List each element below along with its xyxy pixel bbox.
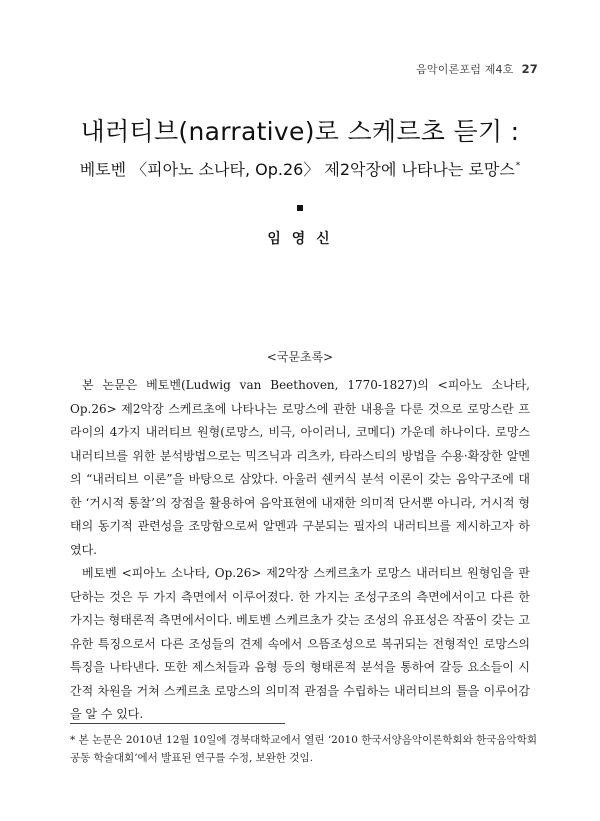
footnote-divider: [70, 723, 285, 724]
journal-name: 음악이론포럼 제4호: [416, 63, 514, 76]
page-number: 27: [521, 62, 538, 76]
paper-subtitle: [0, 157, 600, 180]
abstract-body: [70, 374, 530, 727]
running-header: [416, 61, 538, 77]
footnote-marker: *: [515, 161, 521, 171]
paper-title: 내러티브(narrative)로 스케르초 듣기 :: [80, 117, 520, 146]
footnote: * 본 논문은 2010년 12월 10일에 경북대학교에서 열린 ‘2010 한국서양음악이론학회와 한국음악학회 공동 학술대회’에서 발표된 연구를 수정, 보완한 것임.: [70, 734, 537, 764]
abstract-paragraph: 본 논문은 베토벤(Ludwig van Beethoven, 1770-1827)의 <피아노 소나타, Op.26> 제2악장 스케르초에 나타나는 로망스에 관한 내용을 다룬 것으로 로망스란 프라이의 4가지 내러티브 원형(로망스, 비극, 아이러니, 코메디) 가운데 하나이다. 로망스 내러티브를 위한 분석방법으로는 믹즈닉과 리츠카, 타라스티의 방법을 수용·확장한 알멘의 “내러티브 이론”을 바탕으로 삼았다. 아울러 쉔커식 분석 이론이 갖는 음악구조에 대한 ‘거시적 통찰’의 장점을 활용하여 음악표현에 내재한 의미적 단서뿐 아니라, 거시적 형태의 동기적 관련성을 조망함으로써 알멘과 구분되는 필자의 내러티브를 제시하고자 하였다.: [70, 378, 530, 557]
author-name: 임 영 신: [267, 231, 333, 247]
subtitle-text: 베토벤 〈피아노 소나타, Op.26〉 제2악장에 나타나는 로망스: [79, 160, 515, 179]
section-bullet-icon: [297, 205, 303, 211]
abstract-paragraph: 베토벤 <피아노 소나타, Op.26> 제2악장 스케르초가 로망스 내러티브 원형임을 판단하는 것은 두 가지 측면에서 이루어졌다. 한 가지는 조성구조의 측면에서이고 다른 한 가지는 형태론적 측면에서이다. 베토벤 스케르초가 갖는 조성의 유표성은 작품이 갖는 고유한 특징으로서 다른 조성들의 견제 속에서 으뜸조성으로 복귀되는 전형적인 로망스의 특징을 나타낸다. 또한 제스처들과 음형 등의 형태론적 분석을 통하여 갈등 요소들이 시간적 차원을 거쳐 스케르초 로망스의 의미적 관점을 수립하는 내러티브의 틀을 이루어감을 알 수 있다.: [70, 566, 530, 721]
abstract-heading: <국문초록>: [266, 350, 334, 364]
